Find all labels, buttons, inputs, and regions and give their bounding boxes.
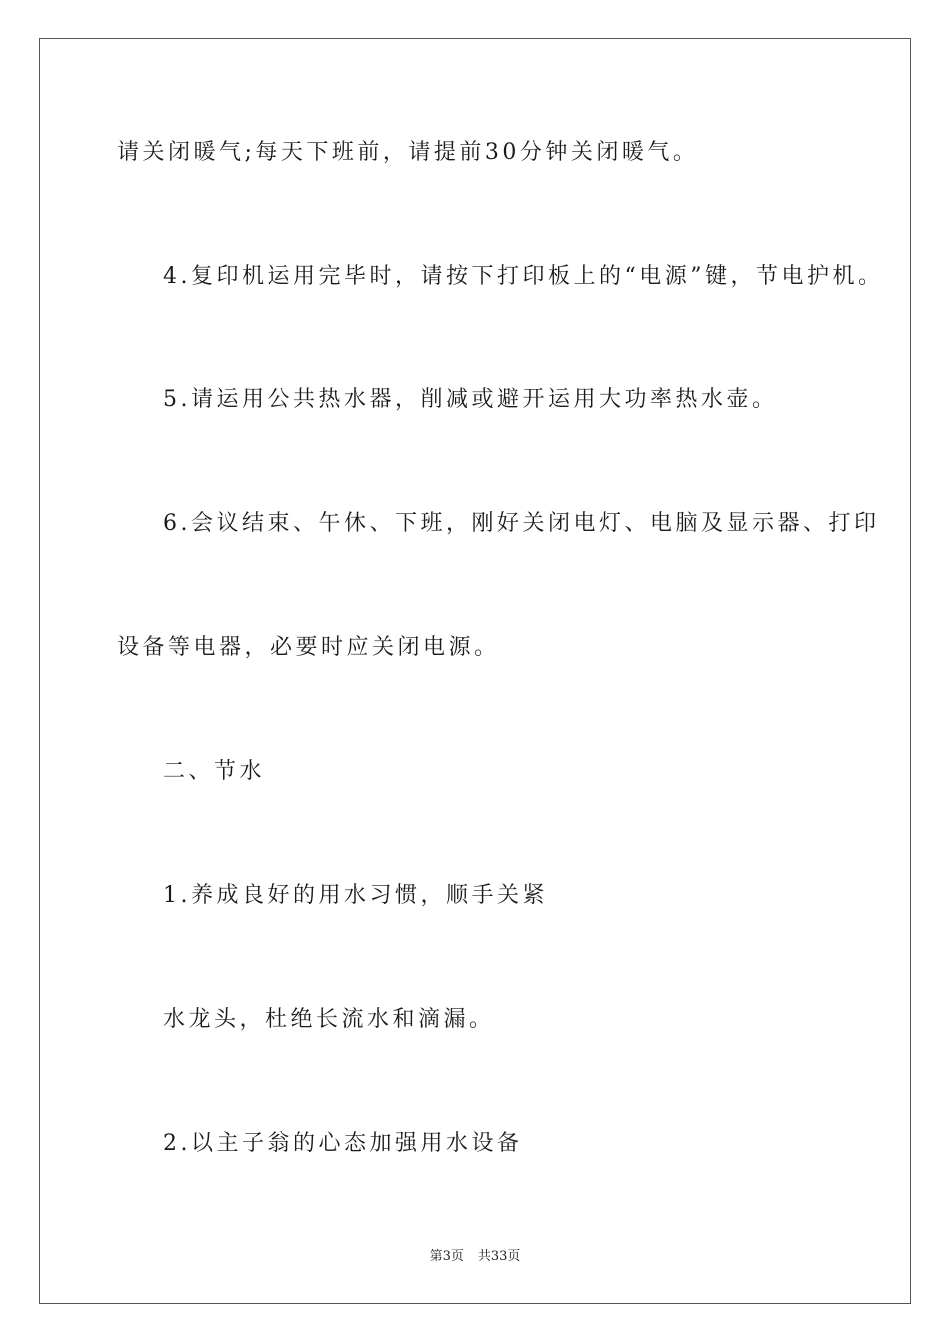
page-footer (0, 1245, 950, 1264)
section-heading: 二、节水 (163, 759, 266, 784)
paragraph-line-9: 2.以主子翁的心态加强用水设备 (163, 1131, 523, 1156)
paragraph-line-5: 设备等电器，必要时应关闭电源。 (117, 635, 500, 660)
paragraph-line-4: 6.会议结束、午休、下班，刚好关闭电灯、电脑及显示器、打印 (163, 511, 880, 536)
paragraph-line-7: 1.养成良好的用水习惯，顺手关紧 (163, 883, 548, 908)
paragraph-line-8: 水龙头，杜绝长流水和滴漏。 (163, 1007, 495, 1032)
paragraph-line-1: 请关闭暖气;每天下班前，请提前30分钟关闭暖气。 (117, 140, 699, 165)
page-border (39, 38, 911, 1304)
paragraph-line-2: 4.复印机运用完毕时，请按下打印板上的“电源”键，节电护机。 (163, 264, 884, 289)
total-pages: 共33页 (477, 1249, 521, 1264)
page-number: 第3页 (429, 1249, 464, 1264)
paragraph-line-3: 5.请运用公共热水器，削减或避开运用大功率热水壶。 (163, 387, 778, 412)
